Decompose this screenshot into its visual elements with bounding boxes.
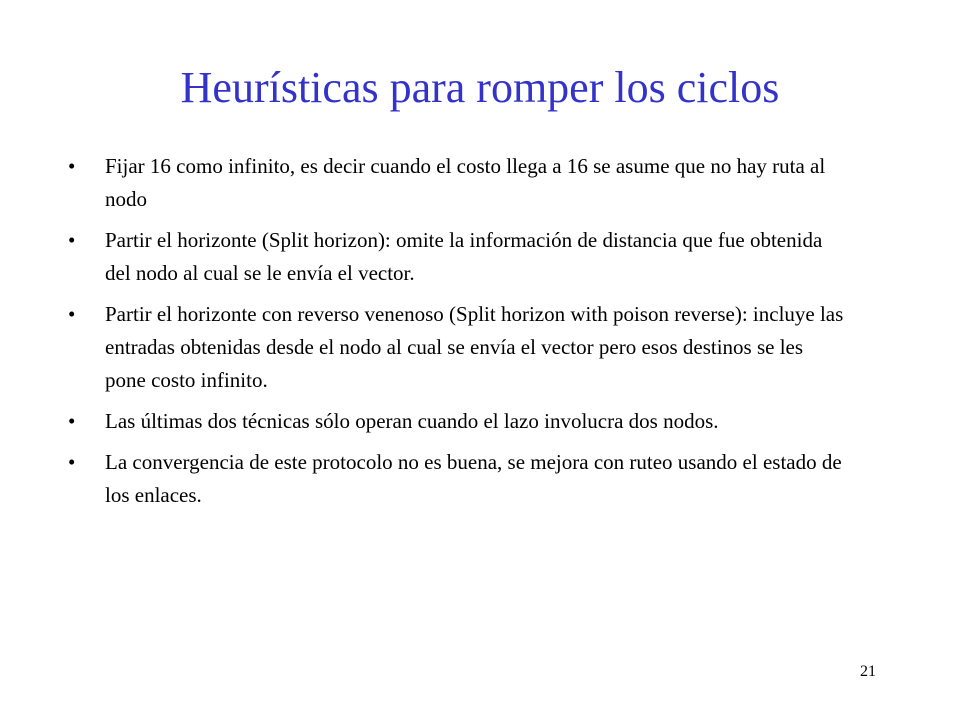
bullet-text: Las últimas dos técnicas sólo operan cuando el lazo involucra dos nodos. xyxy=(105,409,719,433)
bullet-item-1 xyxy=(68,150,848,216)
bullet-text: Partir el horizonte con reverso venenoso (Split horizon with poison reverse): incluye las entradas obtenidas desde el nodo al cual se envía el vector pero esos destinos se les pone costo infinito. xyxy=(105,302,844,392)
bullet-dot-icon: • xyxy=(68,302,76,326)
bullet-item-2 xyxy=(68,224,848,290)
bullet-text: Partir el horizonte (Split horizon): omite la información de distancia que fue obtenida del nodo al cual se le envía el vector. xyxy=(105,228,823,285)
bullet-dot-icon: • xyxy=(68,228,76,252)
bullet-dot-icon: • xyxy=(68,450,76,474)
bullet-text: Fijar 16 como infinito, es decir cuando el costo llega a 16 se asume que no hay ruta al nodo xyxy=(105,154,826,211)
bullet-list xyxy=(68,150,848,520)
bullet-item-3 xyxy=(68,298,848,397)
bullet-item-5 xyxy=(68,446,848,512)
bullet-text: La convergencia de este protocolo no es buena, se mejora con ruteo usando el estado de los enlaces. xyxy=(105,450,842,507)
bullet-dot-icon: • xyxy=(68,409,76,433)
bullet-dot-icon: • xyxy=(68,154,76,178)
page-number: 21 xyxy=(860,663,876,680)
bullet-item-4 xyxy=(68,405,848,438)
slide-title: Heurísticas para romper los ciclos xyxy=(180,63,780,112)
